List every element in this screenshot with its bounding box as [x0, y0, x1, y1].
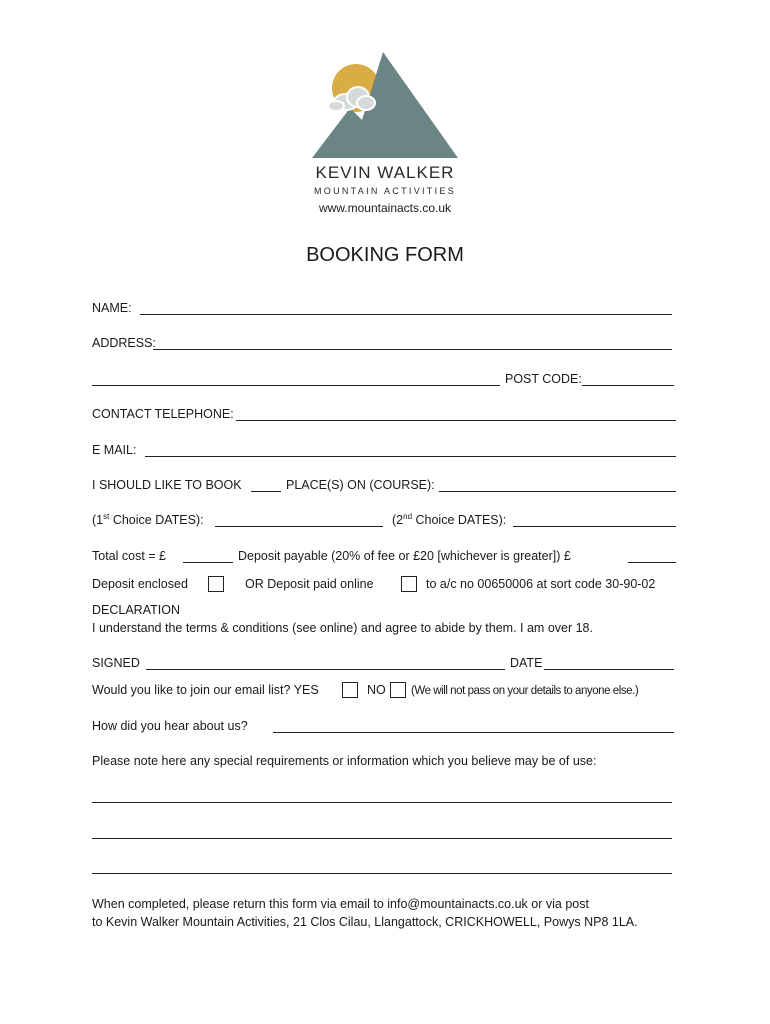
special-requirements-line-1[interactable]	[92, 802, 672, 803]
second-choice-dates-field[interactable]	[513, 526, 676, 527]
email-list-no-label: NO	[367, 683, 386, 697]
logo-mountain-icon	[310, 50, 460, 160]
hear-about-field[interactable]	[273, 732, 674, 733]
address-field-2[interactable]	[92, 385, 500, 386]
hear-about-label: How did you hear about us?	[92, 719, 248, 733]
deposit-enclosed-checkbox[interactable]	[208, 576, 224, 592]
website-link[interactable]: www.mountainacts.co.uk	[318, 201, 452, 215]
deposit-enclosed-label: Deposit enclosed	[92, 577, 188, 591]
footer-line-1: When completed, please return this form via email to info@mountainacts.co.uk or via post	[92, 897, 589, 911]
special-requirements-label: Please note here any special requirements or information which you believe may be of use:	[92, 754, 597, 768]
deposit-payable-field[interactable]	[628, 562, 676, 563]
deposit-online-checkbox[interactable]	[401, 576, 417, 592]
telephone-label: CONTACT TELEPHONE:	[92, 407, 234, 421]
date-label: DATE	[510, 656, 543, 670]
footer-line-2: to Kevin Walker Mountain Activities, 21 Clos Cilau, Llangattock, CRICKHOWELL, Powys NP8 1LA.	[92, 915, 638, 929]
email-list-no-checkbox[interactable]	[390, 682, 406, 698]
post-code-field[interactable]	[582, 385, 674, 386]
places-count-field[interactable]	[251, 491, 281, 492]
total-cost-field[interactable]	[183, 562, 233, 563]
email-field[interactable]	[145, 456, 676, 457]
account-info: to a/c no 00650006 at sort code 30-90-02	[426, 577, 656, 591]
email-label: E MAIL:	[92, 443, 137, 457]
logo-subtitle: MOUNTAIN ACTIVITIES	[313, 186, 457, 196]
name-field[interactable]	[140, 314, 672, 315]
date-field[interactable]	[544, 669, 674, 670]
telephone-field[interactable]	[236, 420, 676, 421]
book-label: I SHOULD LIKE TO BOOK	[92, 478, 242, 492]
signed-label: SIGNED	[92, 656, 140, 670]
declaration-text: I understand the terms & conditions (see online) and agree to abide by them. I am over 18.	[92, 621, 593, 635]
first-choice-dates-field[interactable]	[215, 526, 383, 527]
email-list-question: Would you like to join our email list? YES	[92, 683, 319, 697]
deposit-payable-label: Deposit payable (20% of fee or £20 [whichever is greater]) £	[238, 549, 571, 563]
signature-field[interactable]	[146, 669, 505, 670]
declaration-heading: DECLARATION	[92, 603, 180, 617]
special-requirements-line-2[interactable]	[92, 838, 672, 839]
special-requirements-line-3[interactable]	[92, 873, 672, 874]
course-field[interactable]	[439, 491, 676, 492]
second-choice-label: (2nd Choice DATES):	[392, 511, 507, 527]
logo-name: KEVIN WALKER	[315, 163, 455, 182]
page-title: BOOKING FORM	[306, 244, 464, 266]
total-cost-label: Total cost = £	[92, 549, 166, 563]
email-list-yes-checkbox[interactable]	[342, 682, 358, 698]
address-label: ADDRESS:	[92, 336, 156, 350]
first-choice-label: (1st Choice DATES):	[92, 511, 204, 527]
name-label: NAME:	[92, 301, 132, 315]
email-list-note: (We will not pass on your details to anyone else.)	[411, 685, 639, 697]
deposit-online-label: OR Deposit paid online	[245, 577, 374, 591]
post-code-label: POST CODE:	[505, 372, 582, 386]
course-label: PLACE(S) ON (COURSE):	[286, 478, 435, 492]
address-field-1[interactable]	[153, 349, 672, 350]
